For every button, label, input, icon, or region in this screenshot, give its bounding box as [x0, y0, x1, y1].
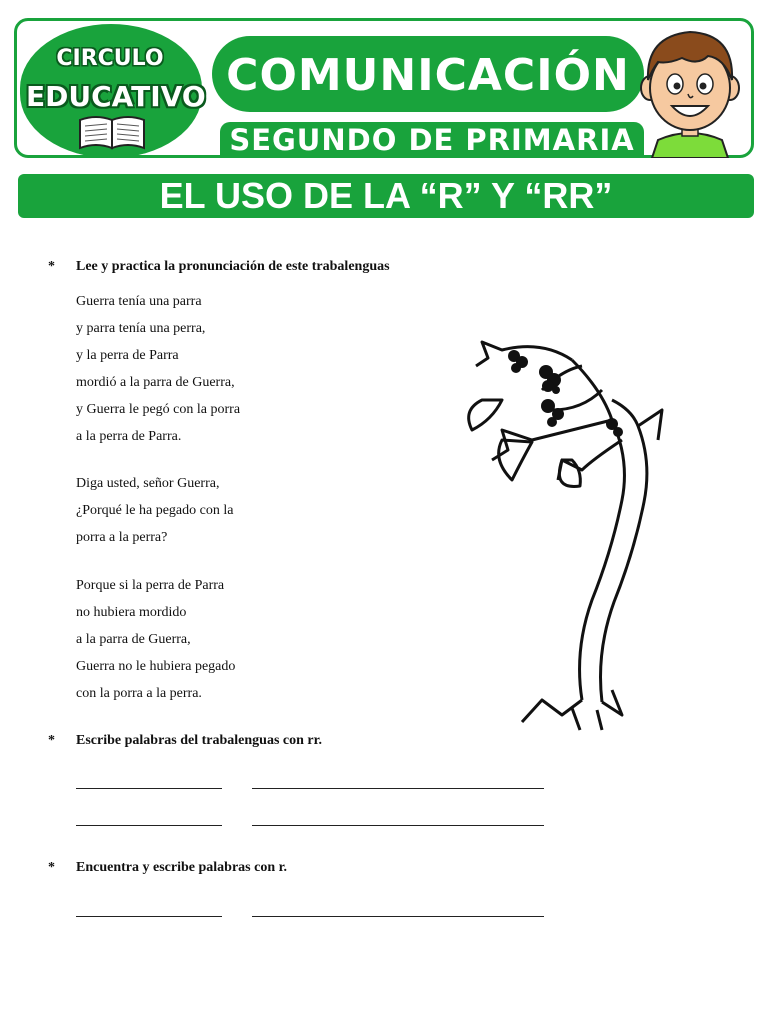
bullet-2: *	[48, 733, 55, 748]
subject-title: COMUNICACIÓN	[226, 50, 630, 101]
verse-line: y la perra de Parra	[76, 348, 179, 363]
verse-line: Porque si la perra de Parra	[76, 578, 225, 593]
boy-illustration	[628, 22, 752, 158]
verse-line: porra a la perra?	[76, 530, 168, 545]
verse-line: Guerra tenía una parra	[76, 294, 202, 309]
instruction-1: Lee y practica la pronunciación de este trabalenguas	[76, 259, 390, 274]
logo-line2: EDUCATIVO	[26, 80, 206, 113]
instruction-2: Escribe palabras del trabalenguas con rr.	[76, 733, 323, 748]
stanza-3	[76, 572, 235, 707]
verse-line: Diga usted, señor Guerra,	[76, 476, 220, 491]
grapevine-illustration	[462, 330, 672, 734]
verse-line: con la porra a la perra.	[76, 686, 202, 701]
verse-line: a la parra de Guerra,	[76, 632, 191, 647]
logo-line1: CIRCULO	[56, 46, 164, 71]
verse-line: mordió a la parra de Guerra,	[76, 375, 235, 390]
bullet-1: *	[48, 259, 55, 274]
grade-title: SEGUNDO DE PRIMARIA	[229, 123, 635, 157]
instruction-3: Encuentra y escribe palabras con r.	[76, 860, 288, 875]
answer-line[interactable]	[76, 916, 222, 917]
verse-line: a la perra de Parra.	[76, 429, 182, 444]
answer-line[interactable]	[252, 788, 544, 789]
verse-line: no hubiera mordido	[76, 605, 187, 620]
page-title: EL USO DE LA “R” Y “RR”	[159, 175, 613, 216]
answer-line[interactable]	[76, 788, 222, 789]
bullet-3: *	[48, 860, 55, 875]
verse-line: y Guerra le pegó con la porra	[76, 402, 241, 417]
stanza-1	[76, 288, 240, 450]
verse-line: Guerra no le hubiera pegado	[76, 659, 236, 674]
answer-line[interactable]	[252, 916, 544, 917]
stanza-2	[76, 470, 233, 551]
answer-line[interactable]	[76, 825, 222, 826]
answer-line[interactable]	[252, 825, 544, 826]
verse-line: y parra tenía una perra,	[76, 321, 206, 336]
verse-line: ¿Porqué le ha pegado con la	[76, 503, 234, 518]
book-icon	[76, 112, 148, 152]
